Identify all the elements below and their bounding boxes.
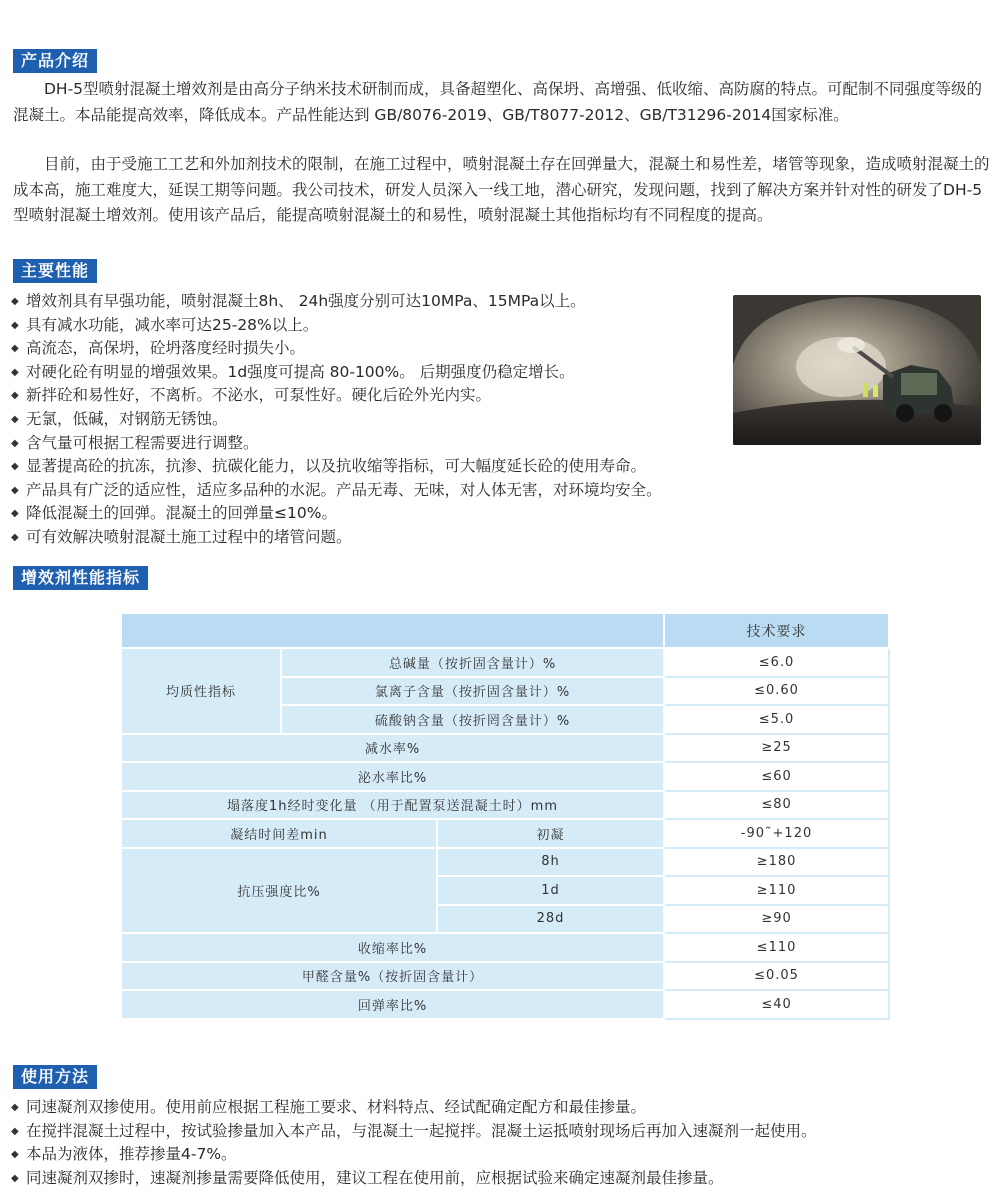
list-item (10, 1120, 817, 1144)
table-row (121, 648, 889, 677)
section-title-intro: 产品介绍 (13, 49, 97, 73)
list-item (10, 455, 662, 479)
compressive-label: 抗压强度比% (121, 848, 437, 934)
cell-req: ≤60 (664, 762, 889, 791)
list-item (10, 526, 662, 550)
cell-req: ≤5.0 (664, 705, 889, 734)
list-item-text: 具有减水功能，减水率可达25-28%以上。 (26, 315, 319, 334)
cell-req: ≤110 (664, 933, 889, 962)
list-item (10, 290, 662, 314)
tunnel-photo-graphic (733, 295, 981, 445)
list-item-text: 同速凝剂双掺时，速凝剂掺量需要降低使用，建议工程在使用前，应根据试验来确定速凝剂最佳掺量。 (26, 1168, 724, 1187)
cell-sub: 初凝 (437, 819, 664, 848)
spec-table (120, 612, 890, 1020)
diamond-bullet-icon: ◆ (11, 531, 19, 543)
uniformity-label: 均质性指标 (121, 648, 281, 734)
diamond-bullet-icon: ◆ (11, 1172, 19, 1184)
cell-req: ≤0.60 (664, 677, 889, 706)
cell-req: -90˜+120 (664, 819, 889, 848)
performance-list (10, 290, 662, 550)
cell-item: 塌落度1h经时变化量 （用于配置泵送混凝土时）mm (121, 791, 664, 820)
table-row (121, 762, 889, 791)
cell-item: 硫酸钠含量（按折罔含量计）% (281, 705, 664, 734)
cell-item: 甲醛含量%（按折固含量计） (121, 962, 664, 991)
cell-req: ≤0.05 (664, 962, 889, 991)
diamond-bullet-icon: ◆ (11, 508, 19, 520)
table-row (121, 791, 889, 820)
diamond-bullet-icon: ◆ (11, 437, 19, 449)
list-item-text: 显著提高砼的抗冻，抗渗、抗碳化能力，以及抗收缩等指标，可大幅度延长砼的使用寿命。 (26, 457, 647, 476)
section-title-performance: 主要性能 (13, 259, 97, 283)
list-item (10, 314, 662, 338)
list-item (10, 502, 662, 526)
cell-req: ≥25 (664, 734, 889, 763)
cell-item: 氯离子含量（按折固含量计）% (281, 677, 664, 706)
list-item (10, 432, 662, 456)
cell-item: 减水率% (121, 734, 664, 763)
cell-req: ≤80 (664, 791, 889, 820)
section-title-spec: 增效剂性能指标 (13, 566, 148, 590)
list-item-text: 增效剂具有早强功能，喷射混凝土8h、 24h强度分别可达10MPa、15MPa以上。 (26, 292, 586, 310)
diamond-bullet-icon: ◆ (11, 343, 19, 355)
cell-item: 泌水率比% (121, 762, 664, 791)
tunnel-shotcrete-photo (733, 295, 981, 445)
diamond-bullet-icon: ◆ (11, 461, 19, 473)
cell-item: 回弹率比% (121, 990, 664, 1019)
list-item (10, 408, 662, 432)
diamond-bullet-icon: ◆ (11, 296, 19, 307)
list-item (10, 1143, 817, 1167)
table-row (121, 962, 889, 991)
table-row (121, 819, 889, 848)
list-item (10, 384, 662, 408)
intro-paragraph-1: DH-5型喷射混凝土增效剂是由高分子纳米技术研制而成，具备超塑化、高保坍、高增强、低收缩、高防腐的特点。可配制不同强度等级的混凝土。本品能提高效率，降低成本。产品性能达到 GB/8076-2019、GB/T8077-2012、GB/T31296-2014国家标准。 (13, 80, 983, 124)
table-header-row (121, 613, 889, 648)
table-row (121, 933, 889, 962)
cell-req: ≤40 (664, 990, 889, 1019)
table-row (121, 990, 889, 1019)
header-item (121, 613, 664, 648)
diamond-bullet-icon: ◆ (11, 319, 19, 331)
list-item-text: 对硬化砼有明显的增强效果。1d强度可提高 80-100%。 后期强度仍稳定增长。 (26, 362, 575, 381)
cell-item: 总碱量（按折固含量计）% (281, 648, 664, 677)
list-item-text: 含气量可根据工程需要进行调整。 (26, 433, 259, 452)
list-item (10, 479, 662, 503)
section-title-usage: 使用方法 (13, 1065, 97, 1089)
diamond-bullet-icon: ◆ (11, 1149, 19, 1161)
cell-req: ≥110 (664, 876, 889, 905)
cell-req: ≤6.0 (664, 648, 889, 677)
cell-item: 凝结时间差min (121, 819, 437, 848)
cell-req: ≥90 (664, 905, 889, 934)
intro-paragraph-2: 目前，由于受施工工艺和外加剂技术的限制，在施工过程中，喷射混凝土存在回弹量大，混凝土和易性差，堵管等现象，造成喷射混凝土的成本高，施工难度大，延误工期等问题。我公司技术，研发人员深入一线工地，潜心研究，发现问题，找到了解决方案并针对性的研发了DH-5型喷射混凝土增效剂。使用该产品后，能提高喷射混凝土的和易性，喷射混凝土其他指标均有不同程度的提高。 (13, 155, 990, 224)
diamond-bullet-icon: ◆ (11, 1102, 19, 1113)
list-item (10, 337, 662, 361)
list-item-text: 本品为液体，推荐掺量4-7%。 (26, 1145, 237, 1164)
usage-list (10, 1096, 817, 1190)
list-item-text: 高流态，高保坍，砼坍落度经时损失小。 (26, 339, 306, 358)
diamond-bullet-icon: ◆ (11, 390, 19, 402)
header-requirement: 技术要求 (664, 613, 889, 648)
list-item-text: 可有效解决喷射混凝土施工过程中的堵管问题。 (26, 527, 352, 546)
cell-sub: 1d (437, 876, 664, 905)
list-item-text: 同速凝剂双掺使用。使用前应根据工程施工要求、材料特点、经试配确定配方和最佳掺量。 (26, 1098, 647, 1116)
diamond-bullet-icon: ◆ (11, 366, 19, 378)
cell-item: 收缩率比% (121, 933, 664, 962)
cell-sub: 8h (437, 848, 664, 877)
list-item-text: 降低混凝土的回弹。混凝土的回弹量≤10%。 (26, 504, 337, 523)
table-row (121, 848, 889, 877)
list-item-text: 在搅拌混凝土过程中，按试验掺量加入本产品，与混凝土一起搅拌。混凝土运抵喷射现场后再加入速凝剂一起使用。 (26, 1121, 817, 1140)
list-item-text: 无氯，低碱，对钢筋无锈蚀。 (26, 409, 228, 428)
list-item (10, 1167, 817, 1191)
cell-req: ≥180 (664, 848, 889, 877)
diamond-bullet-icon: ◆ (11, 484, 19, 496)
diamond-bullet-icon: ◆ (11, 1125, 19, 1137)
list-item (10, 361, 662, 385)
table-row (121, 734, 889, 763)
list-item-text: 新拌砼和易性好，不离析。不泌水，可泵性好。硬化后砼外光内实。 (26, 386, 492, 405)
list-item-text: 产品具有广泛的适应性，适应多品种的水泥。产品无毒、无味，对人体无害，对环境均安全。 (26, 480, 662, 499)
list-item (10, 1096, 817, 1120)
diamond-bullet-icon: ◆ (11, 413, 19, 425)
cell-sub: 28d (437, 905, 664, 934)
